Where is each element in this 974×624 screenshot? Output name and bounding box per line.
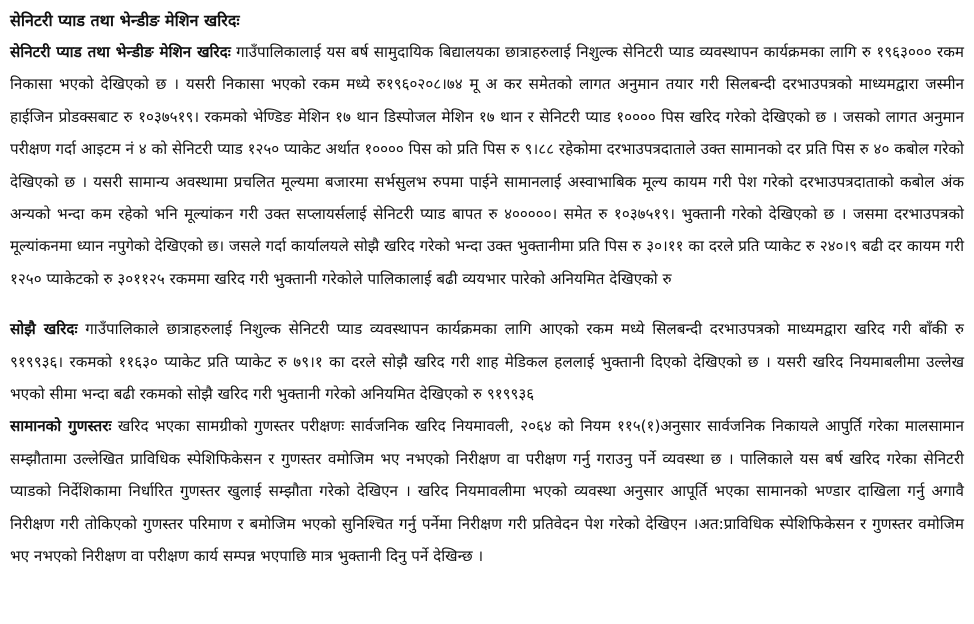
- paragraph-sanitary-pad-purchase: [10, 36, 964, 295]
- paragraph-body: गाउँपालिकाले छात्राहरुलाई निशुल्क सेनिटरी प्याड व्यवस्थापन कार्यक्रमका लागि आएको रकम मध्ये सिलबन्दी दरभाउपत्रको माध्यमद्वारा खरिद गरी बाँकी रु ९१९९३६। रकमको ११६३० प्याकेट प्रति प्याकेट रु ७९।१ का दरले सोझै खरिद गरी शाह मेडिकल हललाई भुक्तानी दिएको देखिएको छ । यसरी खरिद नियमाबलीमा उल्लेख भएको सीमा भन्दा बढी रकमको सोझै खरिद गरी भुक्तानी गरेको अनियमित देखिएको रु ९१९९३६: [10, 320, 965, 404]
- paragraph-direct-purchase: [10, 313, 964, 410]
- paragraph-lead: सामानको गुणस्तरः: [10, 417, 112, 436]
- page-heading: सेनिटरी प्याड तथा भेन्डीङ मेशिन खरिदः: [10, 11, 240, 30]
- paragraph-body: गाउँपालिकालाई यस बर्ष सामुदायिक बिद्यालयका छात्राहरुलाई निशुल्क सेनिटरी प्याड व्यवस्थापन कार्यक्रमका लागि रु १९६३००० रकम निकासा भएको देखिएको छ । यसरी निकासा भएको रकम मध्ये रु१९६०२०८।७४ मू अ कर समेतको लागत अनुमान तयार गरी सिलबन्दी दरभाउपत्रको माध्यमद्वारा जस्मीन हाईजिन प्रोडक्सबाट रु १०३७५१९। रकमको भेण्डिङ मेशिन १७ थान डिस्पोजल मेशिन १७ थान र सेनिटरी प्याड १०००० पिस खरिद गरेको देखिएको छ । जसको लागत अनुमान परीक्षण गर्दा आइटम नं ४ को सेनिटरी प्याड १२५० प्याकेट अर्थात १०००० पिस को प्रति पिस रु ९।८८ रहेकोमा दरभाउपत्रदाताले उक्त सामानको दर प्रति पिस रु ४० कबोल गरेको देखिएको छ । यसरी सामान्य अवस्थामा प्रचलित मूल्यमा बजारमा सर्भसुलभ रुपमा पाईने सामानलाई अस्वाभाबिक मूल्य कायम गरी पेश गरेको दरभाउपत्रदाताको कबोल अंक अन्यको भन्दा कम रहेको भनि मूल्यांकन गरी उक्त सप्लायर्सलाई सेनिटरी प्याड बापत रु ४०००००। समेत रु १०३७५१९। भुक्तानी गरेको देखिएको छ । जसमा दरभाउपत्रको मूल्यांकनमा ध्यान नपुगेको देखिएको छ। जसले गर्दा कार्यालयले सोझै खरिद गरेको भन्दा उक्त भुक्तानीमा प्रति पिस रु ३०।११ का दरले प्रति प्याकेट रु २४०।९ बढी दर कायम गरी १२५० प्याकेटको रु ३०११२५ रकममा खरिद गरी भुक्तानी गरेकोले पालिकालाई बढी व्ययभार पारेको अनियमित देखिएको रु: [10, 43, 964, 288]
- paragraph-body: खरिद भएका सामग्रीको गुणस्तर परीक्षणः सार्वजनिक खरिद नियमावली, २०६४ को नियम ११५(१)अनुसार सार्वजनिक निकायले आपुर्ति गरेका मालसामान सम्झौतामा उल्लेखित प्राविधिक स्पेशिफिकेसन र गुणस्तर वमोजिम भए नभएको निरीक्षण वा परीक्षण गर्नु गराउनु पर्ने व्यवस्था छ । पालिकाले यस बर्ष खरिद गरेका सेनिटरी प्याडको निर्देशिकामा निर्धारित गुणस्तर खुलाई सम्झौता गरेको देखिएन । खरिद नियमावलीमा भएको व्यवस्था अनुसार आपूर्ति भएका सामानको भण्डार दाखिला गर्नु अगावै निरीक्षण गरी तोकिएको गुणस्तर परिमाण र बमोजिम भएको सुनिश्चित गर्नु पर्नेमा निरीक्षण गरी प्रतिवेदन पेश गरेको देखिएन ।अत:प्राविधिक स्पेशिफिकेसन र गुणस्तर वमोजिम भए नभएको निरीक्षण वा परीक्षण कार्य सम्पन्न भएपाछि मात्र भुक्तानी दिनु पर्ने देखिन्छ ।: [10, 417, 964, 566]
- paragraph-lead: सोझै खरिदः: [10, 320, 78, 339]
- paragraph-goods-quality: [10, 410, 964, 572]
- paragraph-gap: [10, 295, 964, 313]
- paragraph-lead: सेनिटरी प्याड तथा भेन्डीङ मेशिन खरिदः: [10, 43, 231, 61]
